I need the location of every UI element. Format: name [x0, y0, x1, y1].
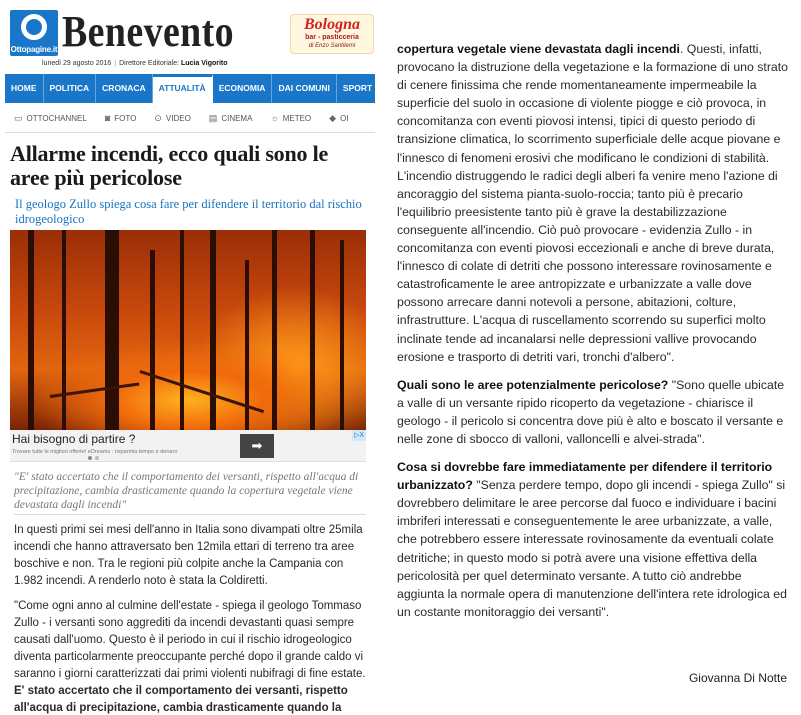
sun-icon: ☼ [270, 113, 279, 123]
logo-label: Ottopagine.it [10, 45, 58, 54]
nav-item-cronaca[interactable]: CRONACA [96, 74, 152, 103]
paragraph-3-text: . Questi, infatti, provocano la distruzione della vegetazione e la formazione di uno strato di cenere finissima che rende momentaneamente impermeabile la superficie del suolo in occasione di violente piogge e ciò provoca, in concomitanza con eventi piovosi intensi, tipici di questo periodo di transizione climatica, lo scorrimento superficiale delle acque piovane e l'innesco di fenomeni erosivi che modificano le condizioni di stabilità. L'incendio distruggendo le radici degli alberi fa venire meno l'azione di ancoraggio del sistema pianta-suolo-roccia; tanto più è precario l'equilibrio preesistente tanto più è grave la destabilizzazione conseguente all'incendio. Ciò può provocare - evidenzia Zullo - in concomitanza con eventi piovosi eccezionali e anche di breve durata, l'innesco di colate di detriti che possono interessare rovinosamente e catastroficamente le aree antropizzate e urbanizzate a valle dove possono arrecare danni notevoli a persone, abitazioni, colture, infrastrutture. L'acqua di ruscellamento scorrendo su superfici molto inclinate tende ad incanalarsi nelle depressioni vallive provocando erosione e trasporto di detriti vari, tronchi d'albero". [397, 42, 789, 364]
article-title: Allarme incendi, ecco quali sono le aree più pericolose [10, 141, 329, 190]
subnav-label: OTTOCHANNEL [26, 114, 87, 123]
question-2: Cosa si dovrebbe fare immediatamente per difendere il territorio urbanizzato? [397, 460, 773, 493]
bologna-ad[interactable] [290, 14, 374, 54]
divider [14, 514, 366, 515]
nav-item-home[interactable]: HOME [5, 74, 44, 103]
subnav-meteo[interactable] [261, 105, 320, 132]
ottopagine-logo[interactable] [10, 10, 58, 56]
paragraph-3 [397, 40, 789, 366]
qa-1 [397, 376, 789, 448]
subnav-label: CINEMA [221, 114, 253, 123]
logo-ring-icon [21, 14, 47, 40]
paragraph-2 [14, 598, 370, 715]
ad-small-text: Trovare tutte le migliori offerte! eDreams : risparmia tempo e denaro [12, 449, 178, 455]
dateline: lunedì 29 agosto 2016 | Direttore Editoriale: Lucia Vigorito [42, 60, 228, 67]
nav-item-dai-comuni[interactable]: DAI COMUNI [272, 74, 336, 103]
edreams-ad[interactable] [10, 430, 366, 462]
editor-label: Direttore Editoriale [119, 60, 178, 67]
play-icon: ⊙ [154, 113, 162, 123]
paragraph-1: In questi primi sei mesi dell'anno in Italia sono divampati oltre 25mila incendi che hanno attraversato ben 12mila ettari di terreno tra aree boschive e non. Tra le regioni più colpite anche la Campania con 1.982 incendi. A renderlo noto è stata la Coldiretti. [14, 524, 363, 587]
paragraph-3-bold: copertura vegetale viene devastata dagli incendi [397, 42, 680, 56]
subnav-label: METEO [282, 114, 312, 123]
ad-name: Bologna [303, 16, 360, 33]
qa-2 [397, 458, 789, 621]
film-icon: ▤ [208, 113, 218, 123]
camera-icon: ◙ [104, 113, 111, 123]
subnav-ottochannel[interactable] [5, 105, 96, 132]
date: lunedì 29 agosto 2016 [42, 60, 112, 67]
answer-1: "Sono quelle ubicate a valle di un versante ripido ricoperto da vegetazione - chiarisce il geologo - il pericolo si concentra dove più è alto e boscato il versante e nelle zone di sbocco di valloni, valloncelli e alvei-strada". [397, 377, 785, 446]
site-brand[interactable]: Benevento [62, 7, 235, 56]
subnav-label: FOTO [114, 114, 137, 123]
sub-nav [5, 105, 375, 133]
carousel-dots [88, 456, 99, 460]
subnav-foto[interactable] [96, 105, 146, 132]
ad-headline: Hai bisogno di partire ? [12, 432, 136, 446]
author-signature: Giovanna Di Notte [688, 671, 787, 685]
question-1: Quali sono le aree potenzialmente pericolose? [397, 377, 669, 392]
left-column [0, 0, 375, 715]
tag-icon: ◆ [329, 113, 337, 123]
ad-arrow-button[interactable]: ➡ [240, 434, 274, 458]
ad-line2: di Enzo Santilemi [308, 43, 356, 49]
subnav-label: VIDEO [165, 114, 191, 123]
nav-item-economia[interactable]: ECONOMIA [213, 74, 273, 103]
subnav-other[interactable] [320, 105, 357, 132]
article-quote: "E' stato accertato che il comportamento dei versanti, rispetto all'acqua di precipitazione, cambia drasticamente quando la copertura vegetale viene devastata dagli incendi" [14, 471, 359, 511]
editor-name: Lucia Vigorito [180, 60, 228, 67]
carousel-dot[interactable] [95, 456, 99, 460]
paragraph-2-text: "Come ogni anno al culmine dell'estate - spiega il geologo Tommaso Zullo - i versanti sono aggrediti da incendi devastanti quasi sempre causati dall'uomo. Questo è il periodo in cui il rischio idrogeologico diventa particolarmente preoccupante perché dopo il grande caldo vi saranno i giorni caratterizzati dai primi violenti nubifragi di fine estate. [14, 600, 366, 680]
paragraph-2-bold: E' stato accertato che il comportamento dei versanti, rispetto all'acqua di precipitazione, cambia drasticamente quando la [14, 685, 348, 714]
ad-close-icon[interactable]: ▷X [353, 432, 365, 439]
subnav-cinema[interactable] [200, 105, 262, 132]
tv-icon: ▭ [14, 113, 23, 123]
subnav-label: OI [340, 114, 349, 123]
right-column [397, 40, 789, 631]
nav-item-attualita[interactable]: ATTUALITÀ [153, 74, 213, 103]
forest-fire-photo[interactable] [10, 230, 366, 430]
subnav-video[interactable] [145, 105, 199, 132]
carousel-dot[interactable] [88, 456, 92, 460]
nav-item-sport[interactable]: SPORT [337, 74, 375, 103]
answer-2: "Senza perdere tempo, dopo gli incendi - spiega Zullo" si dovrebbero delimitare le aree percorse dal fuoco e individuare i bacini imbriferi interessati e conseguentemente le aree urbanizzate, a valle, che potrebbero essere interessate rovinosamente da eventuali colate detritiche; in questo modo si potrà avere una visione effettiva della pericolosità per quel determinato versante. A tutto ciò andrebbe aggiunta la normale opera di manutenzione dell'intera rete idrologica ed un costante monitoraggio dei versanti". [397, 478, 787, 619]
main-nav [5, 74, 375, 103]
article-subtitle: Il geologo Zullo spiega cosa fare per difendere il territorio dal rischio idrogeologico [15, 197, 362, 226]
ad-line1: bar - pasticceria [305, 34, 359, 41]
nav-item-politica[interactable]: POLITICA [44, 74, 97, 103]
